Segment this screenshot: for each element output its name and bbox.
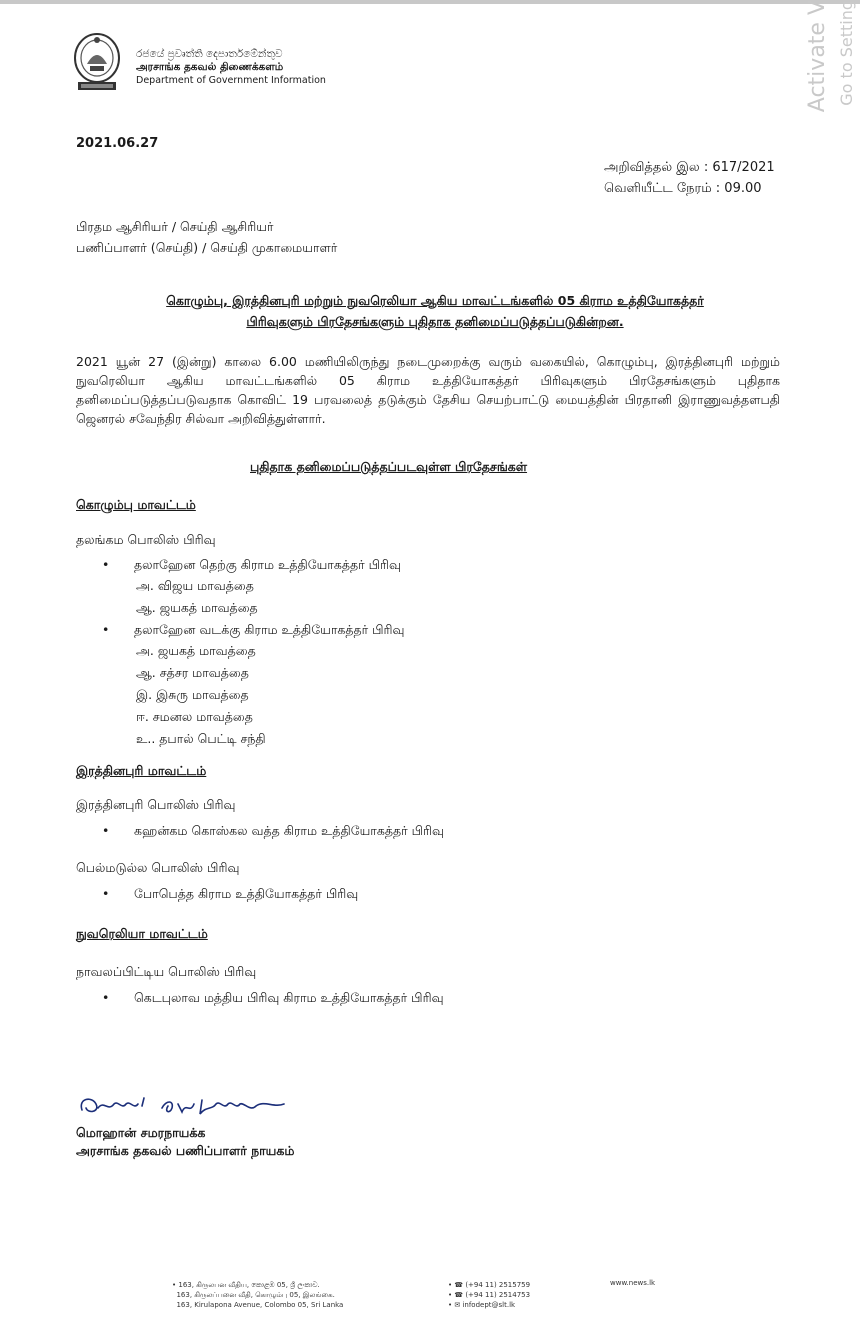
gn-division-item: • கெடபுலாவ மத்திய பிரிவு கிராம உத்தியோகத்தர் பிரிவு (102, 990, 444, 1005)
area-item: ஈ. சமனல மாவத்தை (136, 709, 253, 724)
activation-watermark-line2: Go to Setting (837, 0, 856, 106)
police-division-thalangama: தலங்கம பொலிஸ் பிரிவு (76, 532, 216, 547)
footer-address-line: • 163, கிருலபன வீதிய, කොළඹ 05, ශ්‍රී ලංකාව. (172, 1281, 320, 1289)
footer-website: www.news.lk (610, 1279, 656, 1287)
footer-phone2: • ☎ (+94 11) 2514753 (448, 1291, 531, 1299)
footer-email: • ✉ infodept@slt.lk (448, 1301, 516, 1309)
title-line2: பிரிவுகளும் பிரதேசங்களும் புதிதாக தனிமைப்படுத்தப்படுகின்றன. (246, 314, 624, 329)
letterhead (136, 48, 326, 87)
bullet-icon: • (102, 823, 110, 838)
section-subtitle: புதிதாக தனிமைப்படுத்தப்படவுள்ள பிரதேசங்கள் (250, 459, 528, 474)
news-title (90, 290, 780, 332)
bullet-icon: • (102, 622, 110, 637)
bullet-icon: • (102, 990, 110, 1005)
salutation-line2: பணிப்பாளர் (செய்தி) / செய்தி முகாமையாளர் (76, 240, 338, 255)
salutation (76, 216, 337, 258)
title-line1: கொழும்பு, இரத்தினபுரி மற்றும் நுவரெலியா ஆகிய மாவட்டங்களில் 05 கிராம உத்தியோகத்தர் (166, 293, 704, 308)
document-date: 2021.06.27 (76, 136, 159, 151)
footer-address (172, 1280, 343, 1310)
org-name-english: Department of Government Information (136, 75, 326, 86)
release-reference (604, 157, 775, 199)
activation-watermark-line1: Activate V (805, 0, 830, 113)
district-heading-nuwaraeliya: நுவரெலியா மாவட்டம் (76, 926, 208, 941)
gn-division-item: • போபெத்த கிராம உத்தியோகத்தர் பிரிவு (102, 886, 359, 901)
footer-phone1: • ☎ (+94 11) 2515759 (448, 1281, 531, 1289)
area-item: ஆ. சத்சர மாவத்தை (136, 665, 249, 680)
gn-division-item: • தலாஹேன தெற்கு கிராம உத்தியோகத்தர் பிரிவு (102, 557, 401, 572)
release-time: வெளியீட்ட நேரம் : 09.00 (604, 181, 762, 196)
signatory (76, 1124, 294, 1160)
org-name-tamil: அரசாங்க தகவல் திணைக்களம் (136, 61, 284, 73)
signatory-name: மொஹான் சமரநாயக்க (76, 1125, 206, 1140)
handwritten-signature (78, 1092, 298, 1122)
area-item: ஆ. ஜயகத் மாவத்தை (136, 600, 258, 615)
bullet-icon: • (102, 886, 110, 901)
district-heading-colombo: கொழும்பு மாவட்டம் (76, 497, 196, 512)
gn-division-item: • தலாஹேன வடக்கு கிராம உத்தியோகத்தர் பிரிவு (102, 622, 405, 637)
area-item: அ. விஜய மாவத்தை (136, 578, 254, 593)
salutation-line1: பிரதம ஆசிரியர் / செய்தி ஆசிரியர் (76, 219, 274, 234)
gn-division-item: • கஹன்கம கொஸ்கல வத்த கிராம உத்தியோகத்தர் பிரிவு (102, 823, 444, 838)
police-division-ratnapura: இரத்தினபுரி பொலிஸ் பிரிவு (76, 797, 236, 812)
body-paragraph: 2021 யூன் 27 (இன்று) காலை 6.00 மணியிலிருந்து நடைமுறைக்கு வரும் வகையில், கொழும்பு, இரத்தினபுரி மற்றும் நுவரெலியா ஆகிய மாவட்டங்களில் 05 கிராம உத்தியோகத்தர் பிரிவுகளும் பிரதேசங்களும் புதிதாக தனிமைப்படுத்தப்படுவதாக கொவிட் 19 பரவலைத் தடுக்கும் தேசிய செயற்பாட்டு மையத்தின் பிரதானி இராணுவத்தளபதி ஜெனரல் சவேந்திர சில்வா அறிவித்துள்ளார். (76, 354, 780, 426)
footer-address-line: 163, Kirulapona Avenue, Colombo 05, Sri Lanka (176, 1301, 344, 1309)
top-border (0, 0, 860, 4)
org-name-sinhala: රජයේ ප්‍රවෘත්ති දෙපාර්තමේන්තුව (136, 48, 283, 60)
footer-contacts (448, 1280, 530, 1310)
government-emblem-logo (70, 30, 124, 94)
area-item: இ. இசுரு மாவத்தை (136, 687, 249, 702)
area-item: உ.. தபால் பெட்டி சந்தி (136, 731, 266, 746)
district-heading-ratnapura: இரத்தினபுரி மாவட்டம் (76, 763, 207, 778)
area-item: அ. ஜயகத் மாவத்தை (136, 643, 256, 658)
bullet-icon: • (102, 557, 110, 572)
footer-address-line: 163, கிருலப்பனை வீதி, கொழும்பு 05, இலங்கை. (176, 1291, 335, 1299)
police-division-pelmadulla: பெல்மடுல்ல பொலிஸ் பிரிவு (76, 860, 240, 875)
signatory-designation: அரசாங்க தகவல் பணிப்பாளர் நாயகம் (76, 1143, 295, 1158)
release-number: அறிவித்தல் இல : 617/2021 (604, 160, 775, 175)
police-division-nawalapitiya: நாவலப்பிட்டிய பொலிஸ் பிரிவு (76, 964, 257, 979)
